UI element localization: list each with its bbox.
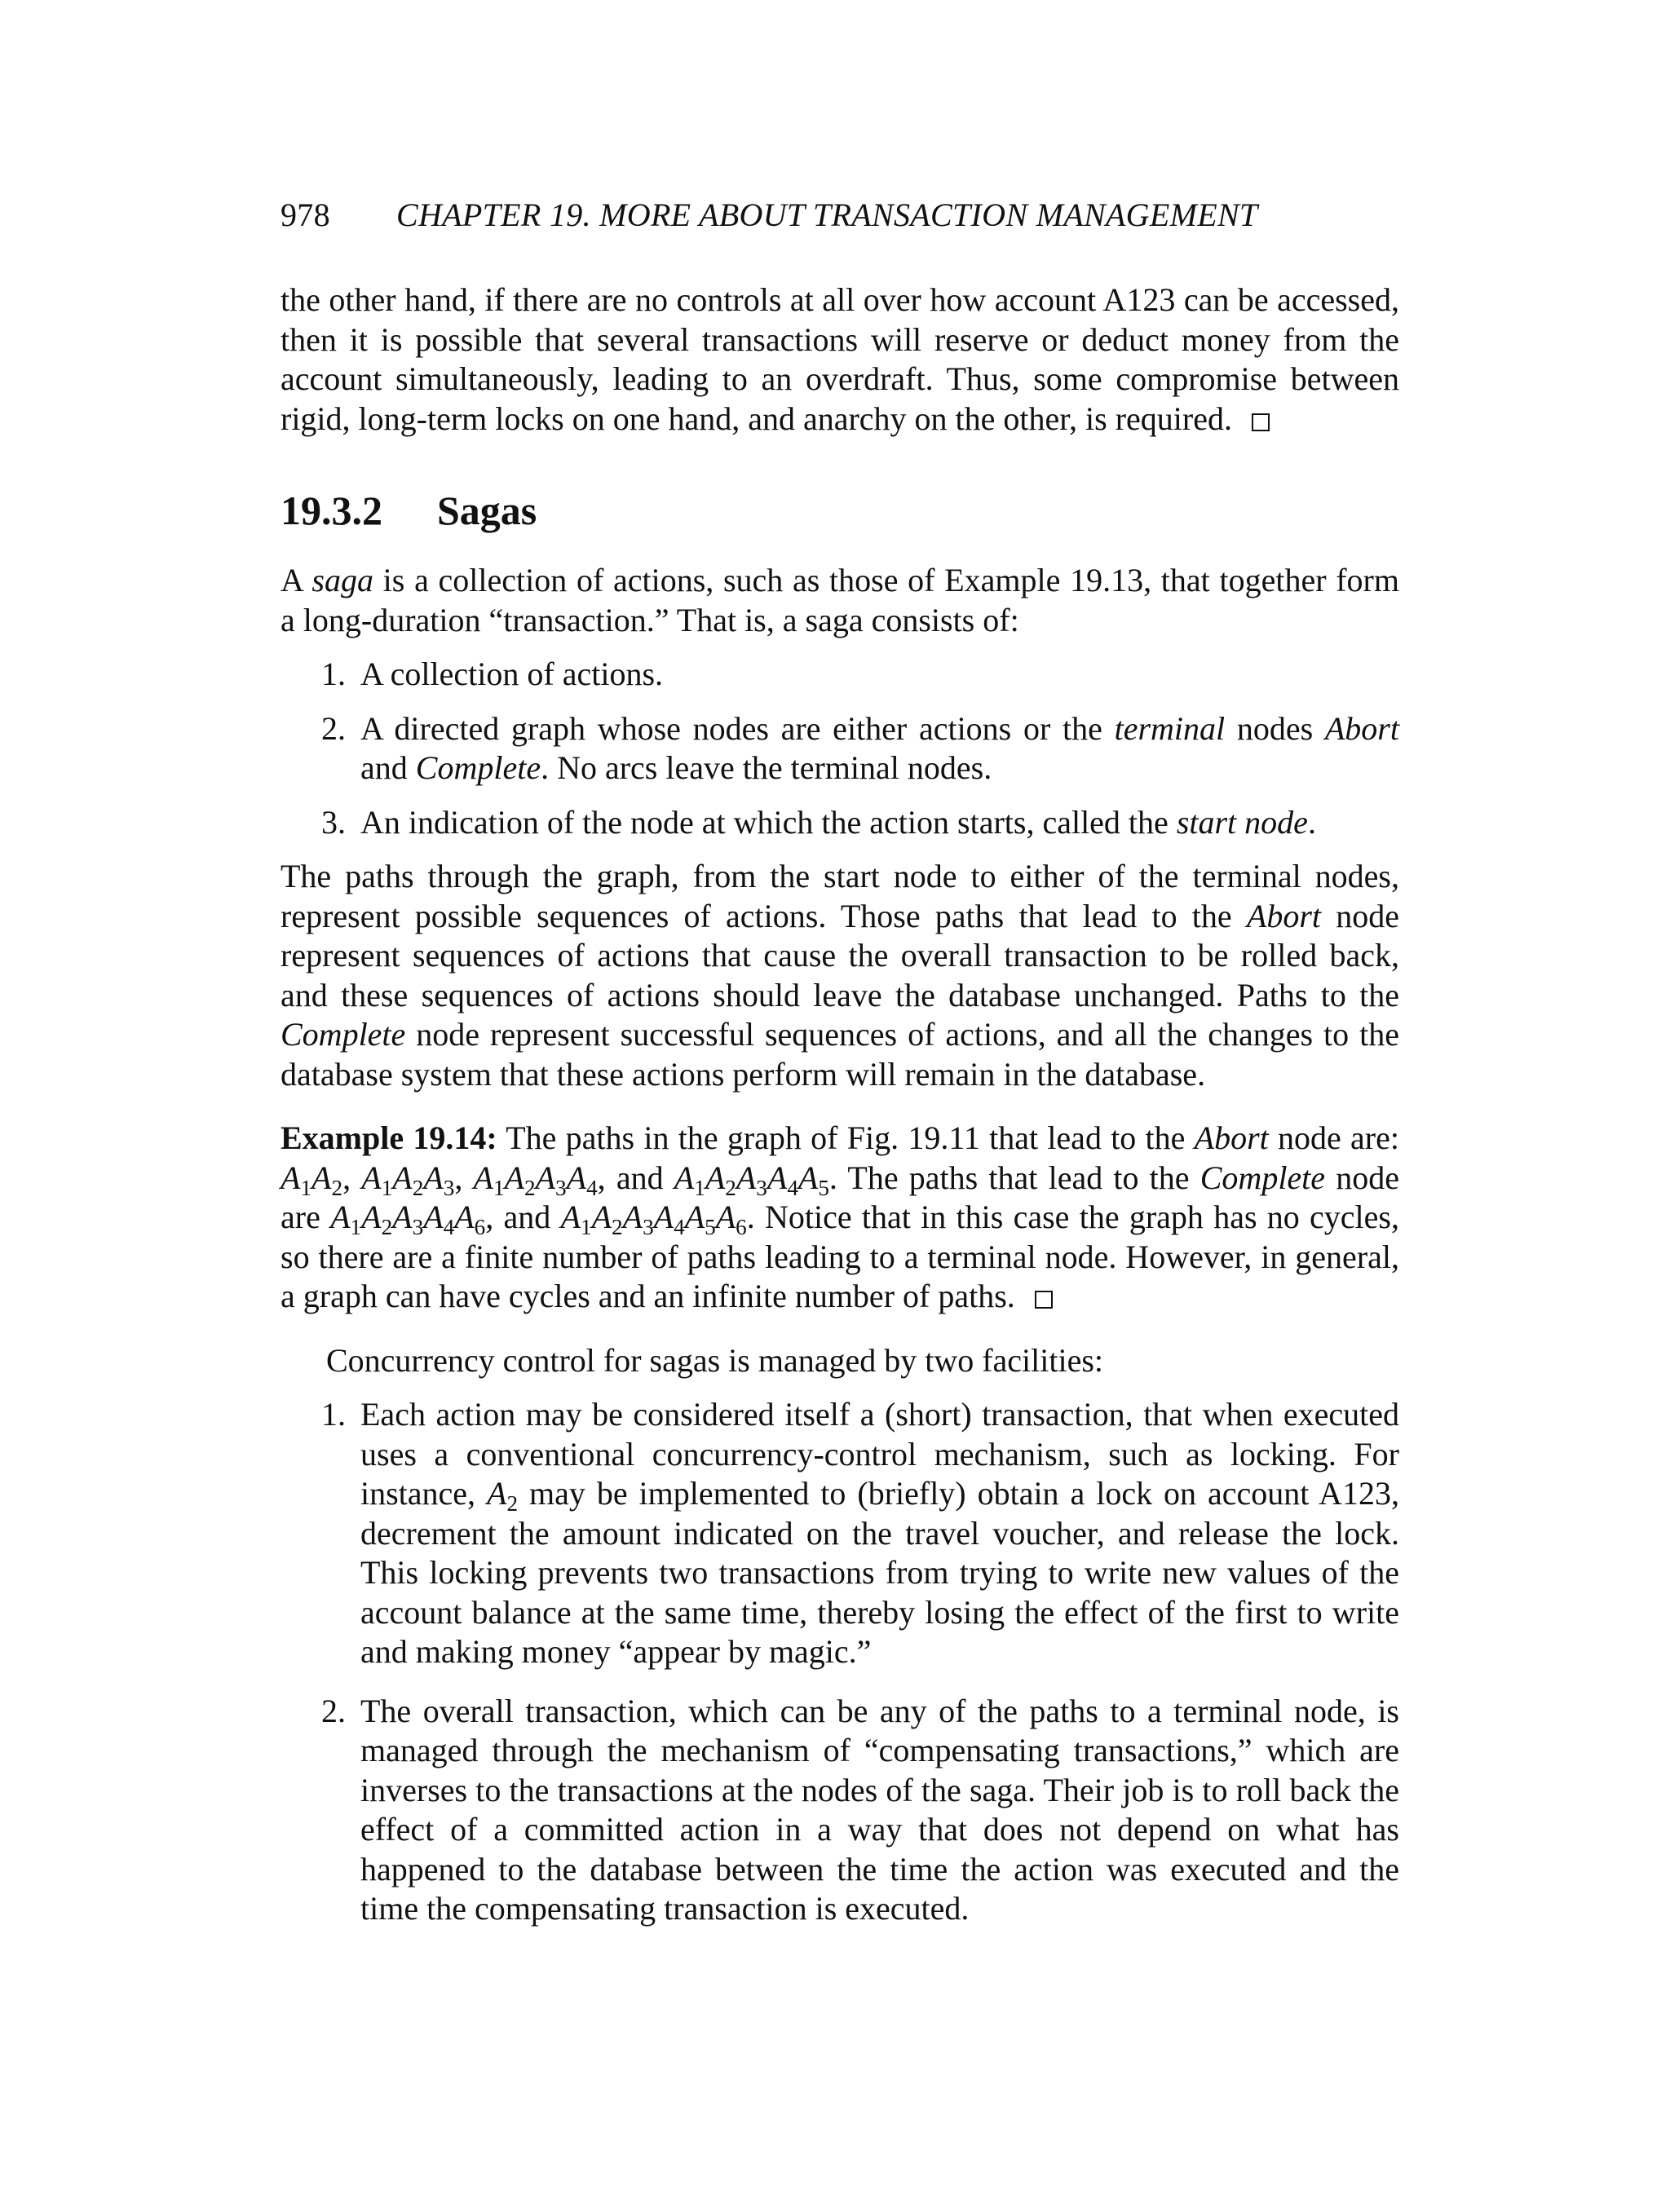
action-sequence: $A_1A_2A_3A_4A_5A_6$ — [560, 1199, 747, 1240]
list-item: 1. Each action may be considered itself a (short) transaction, that when executed uses a conventional concurrency-control mechanism, such as locking. For instance, $A_2$ may be implemented to (briefly) obtain a lock on account A123, decrement the amount indicated on the travel voucher, and release the lock. This locking prevents two transactions from trying to write new values of the account balance at the same time, thereby losing the effect of the first to write and making money “appear by magic.” — [321, 1396, 1399, 1670]
concurrency-intro: Concurrency control for sagas is managed by two facilities: — [326, 1341, 1104, 1379]
end-of-example-icon — [1035, 1291, 1053, 1309]
complete-term: Complete — [415, 749, 541, 786]
action-sequence: $A_2$ — [487, 1475, 519, 1517]
document-page — [281, 196, 1399, 1929]
section-number: 19.3.2 — [281, 488, 382, 533]
list-item: 3. An indication of the node at which the action starts, called the start node. — [321, 803, 1316, 841]
saga-components-list — [281, 655, 1399, 842]
action-sequence: $A_1A_2A_3A_4A_6$ — [330, 1199, 486, 1240]
action-sequence: $A_1A_2$ — [281, 1159, 343, 1200]
terminal-term: terminal — [1114, 709, 1226, 747]
list-item: 2. A directed graph whose nodes are either actions or the terminal nodes Abort and Complete. No arcs leave the terminal nodes. — [321, 709, 1399, 786]
action-sequence: $A_1A_2A_3A_4A_5$ — [674, 1159, 829, 1200]
page-number: 978 — [281, 196, 330, 233]
action-sequence: $A_1A_2A_3A_4$ — [473, 1159, 598, 1200]
running-head — [281, 196, 1399, 235]
action-sequence: $A_1A_2A_3$ — [361, 1159, 455, 1200]
list-item: 1. A collection of actions. — [321, 656, 664, 692]
start-node-term: start node — [1176, 803, 1308, 841]
section-title: Sagas — [437, 488, 537, 533]
example-label: Example 19.14: — [281, 1119, 497, 1156]
concurrency-facilities-list — [281, 1395, 1399, 1929]
example-19-14: Example 19.14: The paths in the graph of Fig. 19.11 that lead to the Abort node are: $A_1A_2$, $A_1A_2A_3$, $A_1A_2A_3A_4$, and $A_1A_2A_3A_4A_5$. The paths that lead to the Complete node are $A_1A_2A_3A_4A_6$, and $A_1A_2A_3A_4A_5A_6$. Notice that in this case the graph has no cycles, so there are a finite number of paths leading to a terminal node. However, in general, a graph can have cycles and an infinite number of paths. — [281, 1119, 1400, 1314]
intro-paragraph: the other hand, if there are no controls at all over how account A123 can be accessed, then it is possible that several transactions will reserve or deduct money from the account simultaneously, leading to an overdraft. Thus, some compromise between rigid, long-term locks on one hand, and anarchy on the other, is required. — [281, 281, 1399, 437]
abort-term: Abort — [1324, 709, 1399, 747]
chapter-title: CHAPTER 19. MORE ABOUT TRANSACTION MANAGEMENT — [396, 196, 1258, 233]
end-of-example-icon — [1252, 413, 1270, 431]
list-item: 2. The overall transaction, which can be any of the paths to a terminal node, is managed through the mechanism of “compensating transactions,” which are inverses to the transactions at the nodes of the saga. Their job is to roll back the effect of a committed action in a way that does not depend on what has happened to the database between the time the action was executed and the time the compensating transaction is executed. — [321, 1692, 1399, 1927]
paths-paragraph: The paths through the graph, from the start node to either of the terminal nodes, represent possible sequences of actions. Those paths that lead to the Abort node represent sequences of actions that cause the overall transaction to be rolled back, and these sequences of actions should leave the database unchanged. Paths to the Complete node represent successful sequences of actions, and all the changes to the database system that these actions perform will remain in the database. — [281, 858, 1399, 1093]
saga-term: saga — [311, 562, 373, 598]
saga-definition: A saga is a collection of actions, such as those of Example 19.13, that together form a long-duration “transaction.” That is, a saga consists of: — [281, 562, 1399, 638]
section-heading — [281, 486, 1399, 535]
